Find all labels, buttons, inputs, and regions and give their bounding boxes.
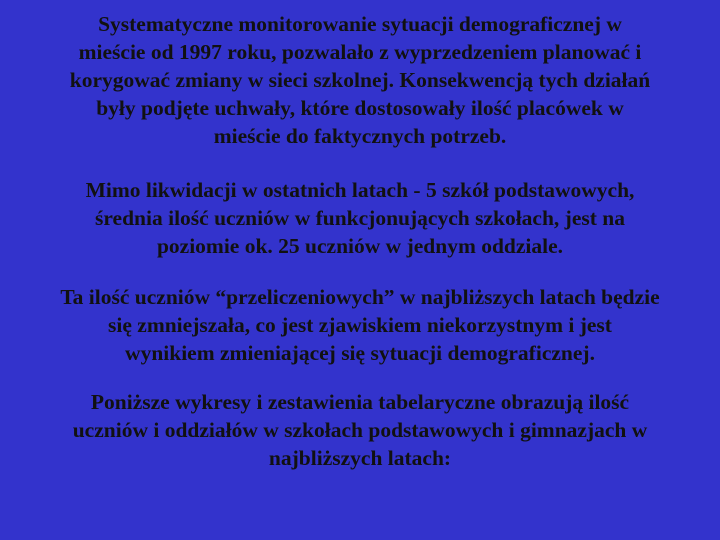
paragraph-demographic-monitoring: Systematyczne monitorowanie sytuacji demograficznej w mieście od 1997 roku, pozwalało z wyprzedzeniem planować i korygować zmiany w sieci szkolnej. Konsekwencją tych działań były podjęte uchwały, które dostosowały ilość placówek w mieście do faktycznych potrzeb. bbox=[69, 12, 651, 148]
paragraph-school-liquidation: Mimo likwidacji w ostatnich latach - 5 szkół podstawowych, średnia ilość uczniów w funkcjonujących szkołach, jest na poziomie ok. 25 uczniów w jednym oddziale. bbox=[85, 178, 635, 258]
paragraph-student-decline: Ta ilość uczniów “przeliczeniowych” w najbliższych latach będzie się zmniejszała, co jest zjawiskiem niekorzystnym i jest wynikiem zmieniającej się sytuacji demograficznej. bbox=[60, 285, 660, 365]
paragraph-charts-intro: Poniższe wykresy i zestawienia tabelaryczne obrazują ilość uczniów i oddziałów w szkołach podstawowych i gimnazjach w najbliższych latach: bbox=[72, 390, 648, 470]
